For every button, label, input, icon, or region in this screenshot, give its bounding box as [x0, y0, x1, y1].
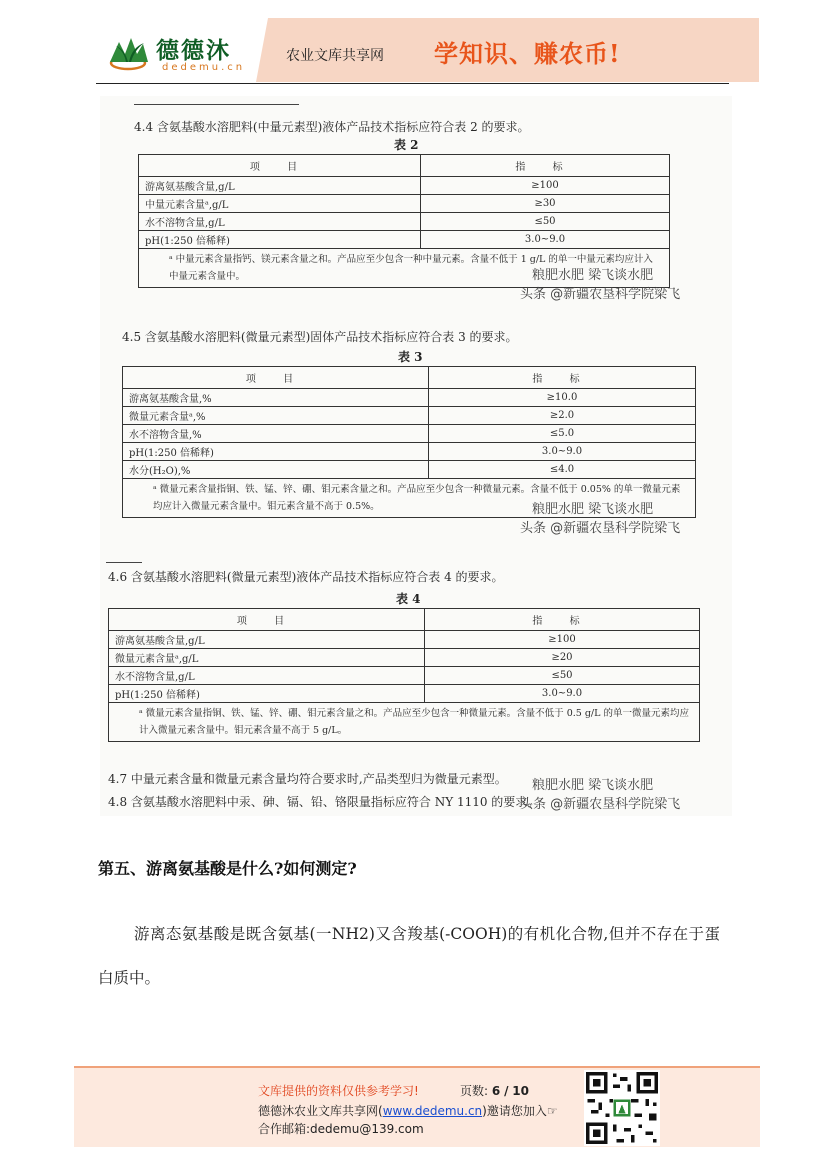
table-cell: ≤5.0 [429, 425, 696, 443]
table3-col-item: 项 目 [123, 367, 429, 389]
page-footer [74, 1066, 760, 1147]
table-cell: 中量元素含量ᵃ,g/L [139, 195, 421, 213]
page-separator: / [504, 1084, 509, 1098]
scanned-standard-image [100, 96, 732, 816]
footer-site-prefix: 德德沐农业文库共享网( [258, 1104, 383, 1118]
page-current: 6 [491, 1084, 501, 1098]
table-cell: ≤4.0 [429, 461, 696, 479]
logo-domain: dedemu.cn [162, 62, 246, 73]
page-total: 10 [512, 1084, 529, 1098]
scan-rule [134, 104, 299, 105]
watermark [520, 774, 680, 812]
table-cell: pH(1:250 倍稀释) [139, 231, 421, 249]
table-row [123, 389, 696, 407]
table2-header-row [139, 155, 670, 177]
table4 [108, 608, 700, 742]
table-row [109, 631, 700, 649]
table-row [139, 195, 670, 213]
clause-4-4: 4.4 含氨基酸水溶肥料(中量元素型)液体产品技术指标应符合表 2 的要求。 [134, 120, 530, 134]
table-cell: 微量元素含量ᵃ,% [123, 407, 429, 425]
site-slogan: 学知识、赚农币! [434, 39, 621, 68]
table-cell: ≥20 [425, 649, 700, 667]
sprout-logo-icon [104, 32, 152, 72]
site-name: 农业文库共享网 [286, 48, 384, 64]
qr-code-icon[interactable] [584, 1070, 660, 1146]
table-cell: 水不溶物含量,g/L [139, 213, 421, 231]
table3-header-row [123, 367, 696, 389]
footer-disclaimer: 文库提供的资料仅供参考学习! [258, 1084, 419, 1098]
watermark-top: 粮肥水肥 梁飞谈水肥 [532, 268, 654, 283]
watermark-bottom: 头条 @新疆农垦科学院梁飞 [520, 287, 681, 302]
body-paragraph: 游离态氨基酸是既含氨基(一NH2)又含羧基(-COOH)的有机化合物,但并不存在于蛋白质中。 [98, 925, 720, 987]
footer-site-link[interactable]: www.dedemu.cn [382, 1104, 483, 1118]
table-cell: 3.0~9.0 [421, 231, 670, 249]
table-cell: 3.0~9.0 [425, 685, 700, 703]
table-cell: 游离氨基酸含量,g/L [139, 177, 421, 195]
table4-col-index: 指 标 [425, 609, 700, 631]
watermark-bottom: 头条 @新疆农垦科学院梁飞 [520, 797, 681, 812]
table-row [109, 685, 700, 703]
table3-col-index: 指 标 [429, 367, 696, 389]
footer-site-suffix: )邀请您加入☞ [482, 1104, 558, 1118]
table-row [123, 461, 696, 479]
watermark-top: 粮肥水肥 梁飞谈水肥 [532, 778, 654, 793]
clause-4-6: 4.6 含氨基酸水溶肥料(微量元素型)液体产品技术指标应符合表 4 的要求。 [108, 570, 504, 584]
table-row [139, 177, 670, 195]
table-cell: pH(1:250 倍稀释) [123, 443, 429, 461]
table2-col-index: 指 标 [421, 155, 670, 177]
table-row [123, 407, 696, 425]
table2-caption: 表 2 [394, 138, 419, 152]
table-cell: ≥30 [421, 195, 670, 213]
table-cell: 微量元素含量ᵃ,g/L [109, 649, 425, 667]
table-cell: 水不溶物含量,g/L [109, 667, 425, 685]
table2-footnote: ᵃ 中量元素含量指钙、镁元素含量之和。产品应至少包含一种中量元素。含量不低于 1 g/L 的单一中量元素均应计入中量元素含量中。 [139, 249, 670, 288]
logo-text: 德德沐 [156, 37, 231, 64]
watermark [520, 264, 680, 302]
table2-col-item: 项 目 [139, 155, 421, 177]
watermark [520, 498, 680, 536]
table-row [123, 443, 696, 461]
page-counter-label: 页数: [460, 1084, 489, 1098]
table4-caption: 表 4 [396, 592, 421, 606]
scan-rule [106, 562, 142, 563]
table-cell: ≥2.0 [429, 407, 696, 425]
page-header [96, 18, 759, 82]
table-row [109, 667, 700, 685]
table-cell: ≥100 [425, 631, 700, 649]
table-cell: 水不溶物含量,% [123, 425, 429, 443]
table-cell: 游离氨基酸含量,g/L [109, 631, 425, 649]
table-cell: ≥10.0 [429, 389, 696, 407]
table-cell: ≤50 [421, 213, 670, 231]
watermark-top: 粮肥水肥 梁飞谈水肥 [532, 502, 654, 517]
page-counter [460, 1082, 529, 1099]
section-heading: 第五、游离氨基酸是什么?如何测定? [98, 859, 357, 878]
table-cell: 3.0~9.0 [429, 443, 696, 461]
clause-4-8: 4.8 含氨基酸水溶肥料中汞、砷、镉、铅、铬限量指标应符合 NY 1110 的要求。 [108, 795, 540, 809]
table4-note-row [109, 703, 700, 742]
table-cell: ≥100 [421, 177, 670, 195]
table-cell: 游离氨基酸含量,% [123, 389, 429, 407]
table-cell: ≤50 [425, 667, 700, 685]
table-row [139, 213, 670, 231]
table3-caption: 表 3 [398, 350, 423, 364]
table4-header-row [109, 609, 700, 631]
footer-site-line [258, 1102, 558, 1119]
table-cell: 水分(H₂O),% [123, 461, 429, 479]
table4-footnote: ᵃ 微量元素含量指铜、铁、锰、锌、硼、钼元素含量之和。产品应至少包含一种微量元素。含量不低于 0.5 g/L 的单一微量元素均应计入微量元素含量中。钼元素含量不高于 5 g/L。 [109, 703, 700, 742]
clause-4-7: 4.7 中量元素含量和微量元素含量均符合要求时,产品类型归为微量元素型。 [108, 772, 507, 786]
table-row [139, 231, 670, 249]
table-row [123, 425, 696, 443]
table-cell: pH(1:250 倍稀释) [109, 685, 425, 703]
clause-4-5: 4.5 含氨基酸水溶肥料(微量元素型)固体产品技术指标应符合表 3 的要求。 [122, 330, 518, 344]
table3-footnote: ᵃ 微量元素含量指铜、铁、锰、锌、硼、钼元素含量之和。产品应至少包含一种微量元素。含量不低于 0.05% 的单一微量元素均应计入微量元素含量中。钼元素含量不高于 0.5%。 [123, 479, 696, 518]
watermark-bottom: 头条 @新疆农垦科学院梁飞 [520, 521, 681, 536]
header-divider [96, 83, 729, 84]
table-row [109, 649, 700, 667]
table3 [122, 366, 696, 518]
table4-col-item: 项 目 [109, 609, 425, 631]
footer-contact-email: 合作邮箱:dedemu@139.com [258, 1122, 424, 1136]
site-logo[interactable] [96, 18, 261, 82]
